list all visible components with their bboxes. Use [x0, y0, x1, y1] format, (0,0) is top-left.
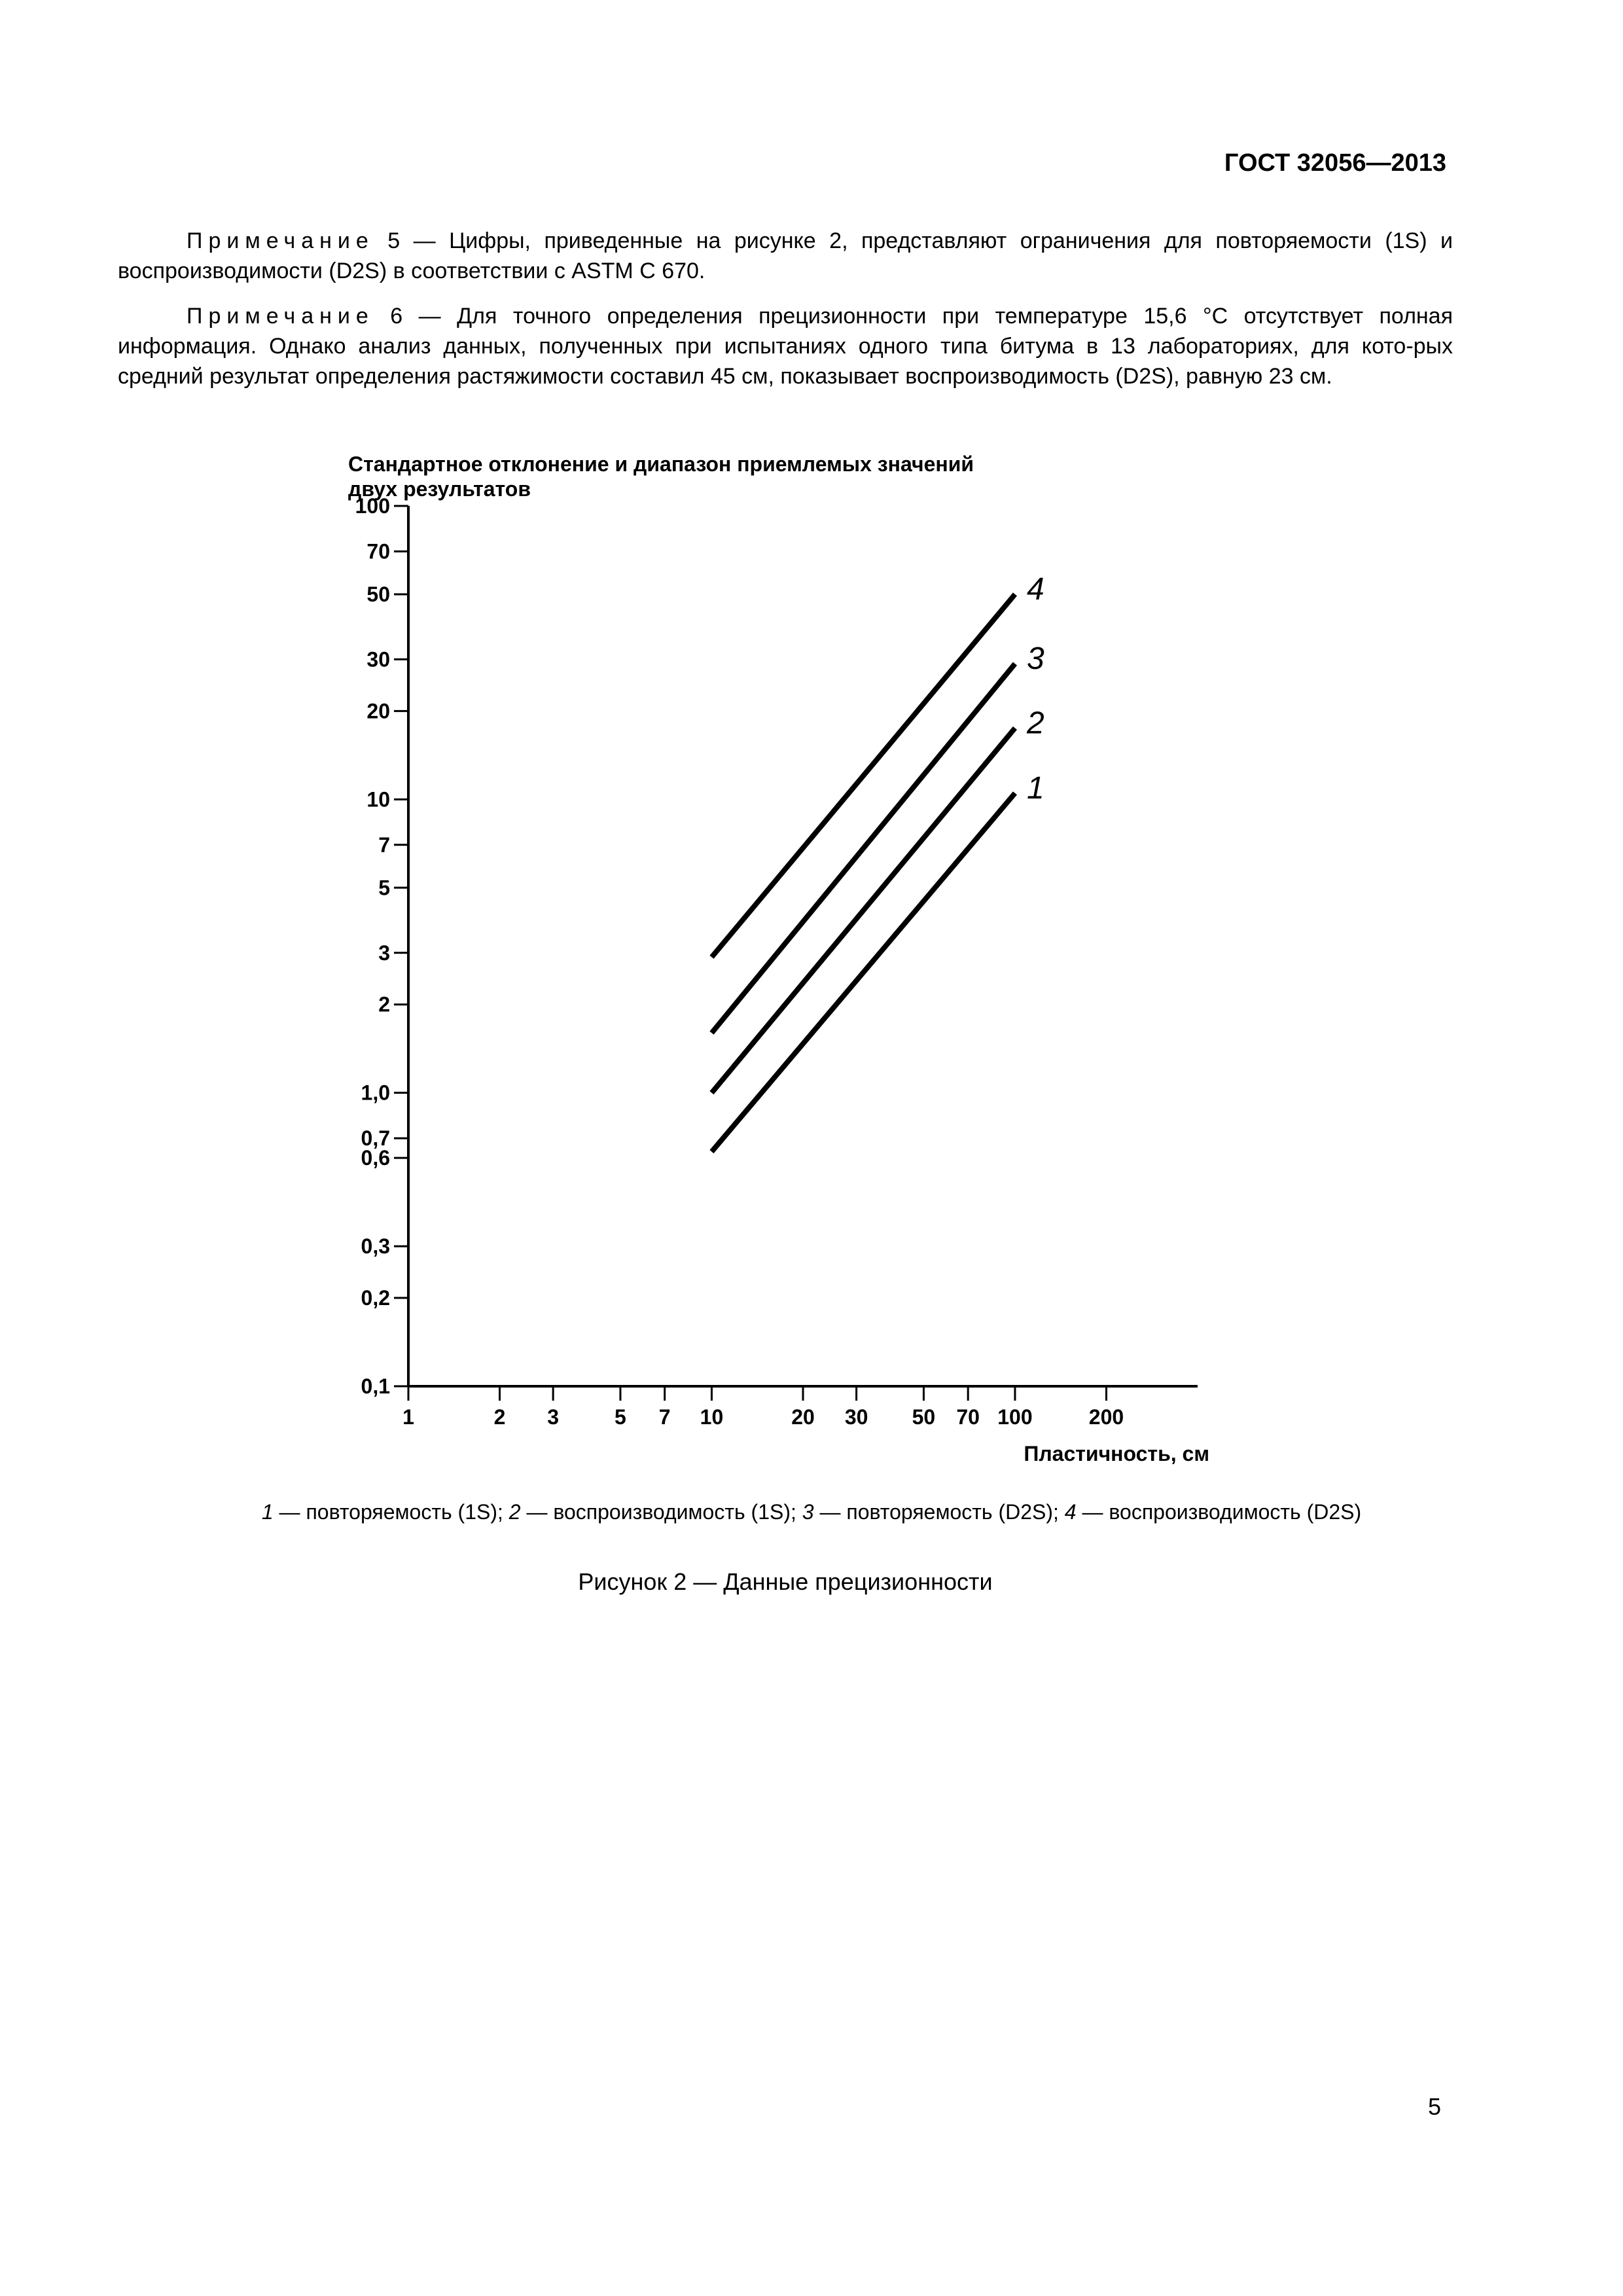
page-number: 5: [1427, 2093, 1441, 2120]
legend-num: 2: [508, 1500, 521, 1524]
series-label-1: 1: [1026, 770, 1044, 806]
y-axis-ticks: [355, 494, 408, 1398]
x-tick-label: 20: [791, 1405, 815, 1429]
y-tick-label: 0,6: [361, 1146, 390, 1170]
legend-text: — повторяемость (D2S);: [813, 1500, 1065, 1524]
legend-text: — повторяемость (1S);: [273, 1500, 509, 1524]
note-label: Примечание: [187, 304, 374, 329]
legend-num: 4: [1064, 1500, 1077, 1524]
y-axis-label-line: Стандартное отклонение и диапазон приемлемых значений: [348, 452, 974, 476]
y-axis-label-line: двух результатов: [348, 477, 531, 501]
x-tick-label: 100: [997, 1405, 1033, 1429]
y-tick-label: 70: [366, 539, 390, 564]
y-axis-label: [348, 452, 974, 501]
y-tick-label: 2: [378, 992, 390, 1016]
y-tick-label: 10: [366, 787, 390, 812]
series-line-2: [711, 728, 1014, 1092]
chart-series: [711, 572, 1044, 1152]
note-text: 5 — Цифры, приведенные на рисунке 2, представляют ограничения для повторяемости (1S) и воспроизводимости (D2S) в соответствии с ASTM C 670.: [118, 228, 1453, 283]
series-line-4: [711, 594, 1014, 957]
x-tick-label: 70: [956, 1405, 980, 1429]
y-tick-label: 0,3: [361, 1234, 390, 1259]
x-tick-label: 30: [844, 1405, 868, 1429]
y-tick-label: 20: [366, 699, 390, 723]
y-tick-label: 5: [378, 876, 390, 900]
x-tick-label: 50: [912, 1405, 936, 1429]
note-text: 6 — Для точного определения прецизионности при температуре 15,6 °С отсутствует полная информация. Однако анализ данных, полученных при испытаниях одного типа битума в 13 лабораториях, для кото-рых средний результат определения растяжимости составил 45 см, показывает воспроизводимость (D2S), равную 23 см.: [118, 304, 1453, 389]
y-tick-label: 0,1: [361, 1374, 390, 1398]
legend-text: — воспроизводимость (D2S): [1076, 1500, 1362, 1524]
series-label-4: 4: [1026, 571, 1044, 607]
x-tick-label: 5: [615, 1405, 626, 1429]
x-tick-label: 200: [1088, 1405, 1124, 1429]
y-tick-label: 50: [366, 582, 390, 606]
figure-legend: [0, 1500, 1623, 1524]
y-tick-label: 30: [366, 647, 390, 672]
y-tick-label: 1,0: [361, 1081, 390, 1105]
note-label: Примечание: [187, 228, 374, 253]
x-tick-label: 3: [547, 1405, 560, 1429]
legend-num: 3: [802, 1500, 814, 1524]
x-tick-label: 7: [658, 1405, 671, 1429]
y-tick-label: 0,2: [361, 1286, 390, 1310]
x-axis-label: Пластичность, см: [1024, 1442, 1209, 1465]
y-tick-label: 3: [378, 941, 390, 965]
document-header: ГОСТ 32056—2013: [1224, 149, 1446, 177]
series-label-2: 2: [1026, 706, 1044, 741]
legend-num: 1: [261, 1500, 274, 1524]
y-tick-label: 100: [355, 494, 390, 518]
x-tick-label: 2: [493, 1405, 506, 1429]
chart-axes: [408, 506, 1198, 1386]
x-tick-label: 10: [700, 1405, 724, 1429]
y-tick-label: 0,7: [361, 1126, 390, 1151]
x-axis-ticks: [402, 1386, 1124, 1429]
y-tick-label: 7: [378, 833, 390, 857]
figure-caption: Рисунок 2 — Данные прецизионности: [578, 1568, 993, 1595]
legend-text: — воспроизводимость (1S);: [520, 1500, 802, 1524]
x-tick-label: 1: [402, 1405, 414, 1429]
series-label-3: 3: [1026, 641, 1044, 677]
